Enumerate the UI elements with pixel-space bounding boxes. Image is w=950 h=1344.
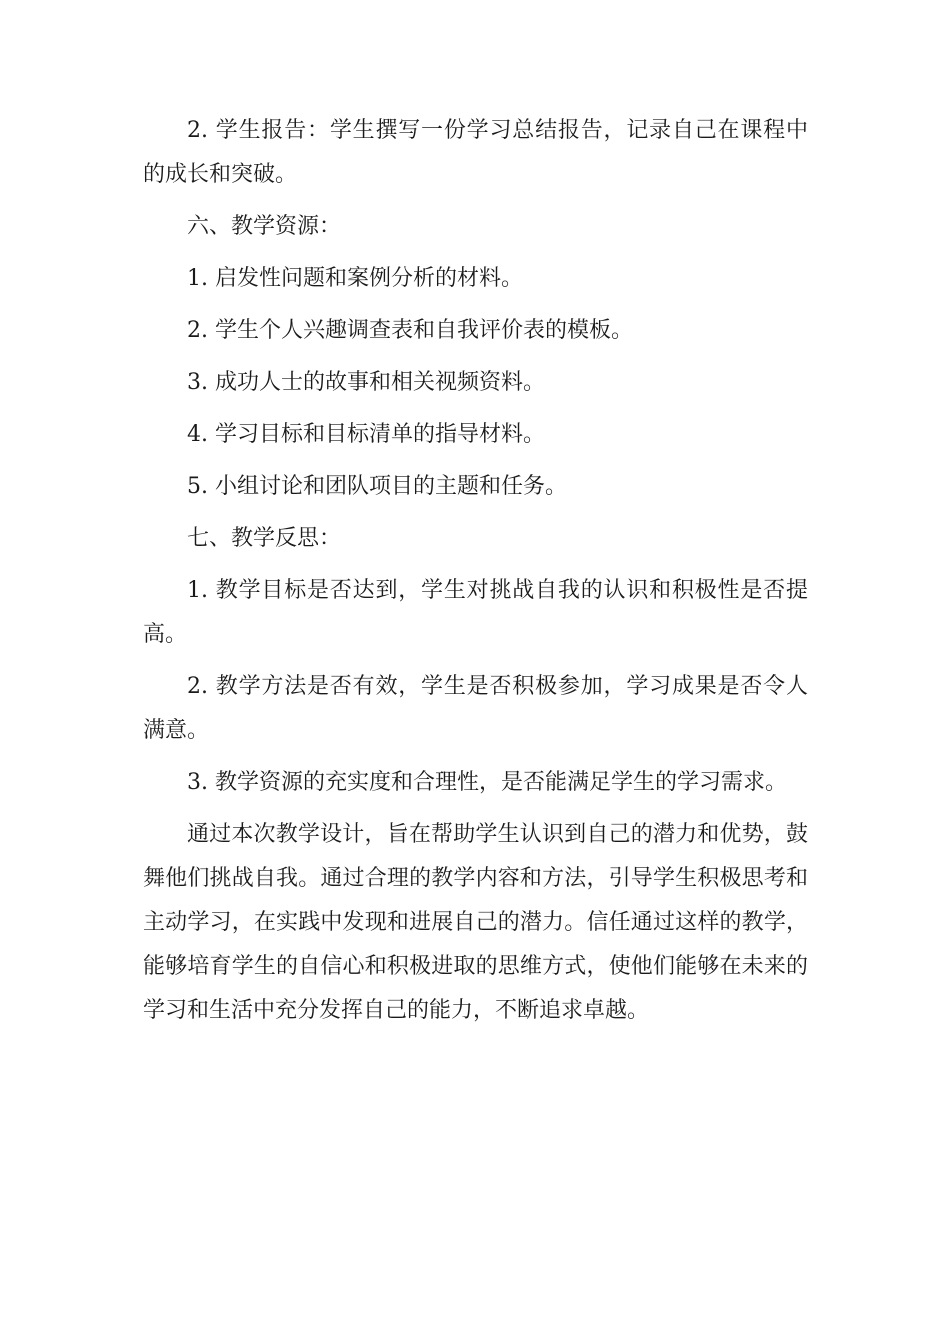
list-item-resource-5: 5. 小组讨论和团队项目的主题和任务。 (187, 474, 567, 499)
list-item-resource-1: 1. 启发性问题和案例分析的材料。 (187, 266, 523, 291)
list-item-resource-2: 2. 学生个人兴趣调查表和自我评价表的模板。 (187, 318, 633, 343)
list-item-resource-3: 3. 成功人士的故事和相关视频资料。 (187, 370, 545, 395)
heading-teaching-resources: 六、教学资源： (187, 214, 342, 239)
list-item-resource-4: 4. 学习目标和目标清单的指导材料。 (187, 422, 545, 447)
list-item-reflection-1: 1. 教学目标是否达到，学生对挑战自我的认识和积极性是否提高。 (143, 578, 808, 647)
document-body (143, 109, 808, 1033)
list-item-reflection-3: 3. 教学资源的充实度和合理性，是否能满足学生的学习需求。 (187, 770, 787, 795)
heading-teaching-reflection: 七、教学反思： (187, 526, 342, 551)
paragraph-student-report: 2. 学生报告：学生撰写一份学习总结报告，记录自己在课程中的成长和突破。 (143, 118, 808, 187)
paragraph-conclusion: 通过本次教学设计，旨在帮助学生认识到自己的潜力和优势，鼓舞他们挑战自我。通过合理的教学内容和方法，引导学生积极思考和主动学习，在实践中发现和进展自己的潜力。信任通过这样的教学，能够培育学生的自信心和积极进取的思维方式，使他们能够在未来的学习和生活中充分发挥自己的能力，不断追求卓越。 (143, 822, 808, 1023)
list-item-reflection-2: 2. 教学方法是否有效，学生是否积极参加，学习成果是否令人满意。 (143, 674, 808, 743)
